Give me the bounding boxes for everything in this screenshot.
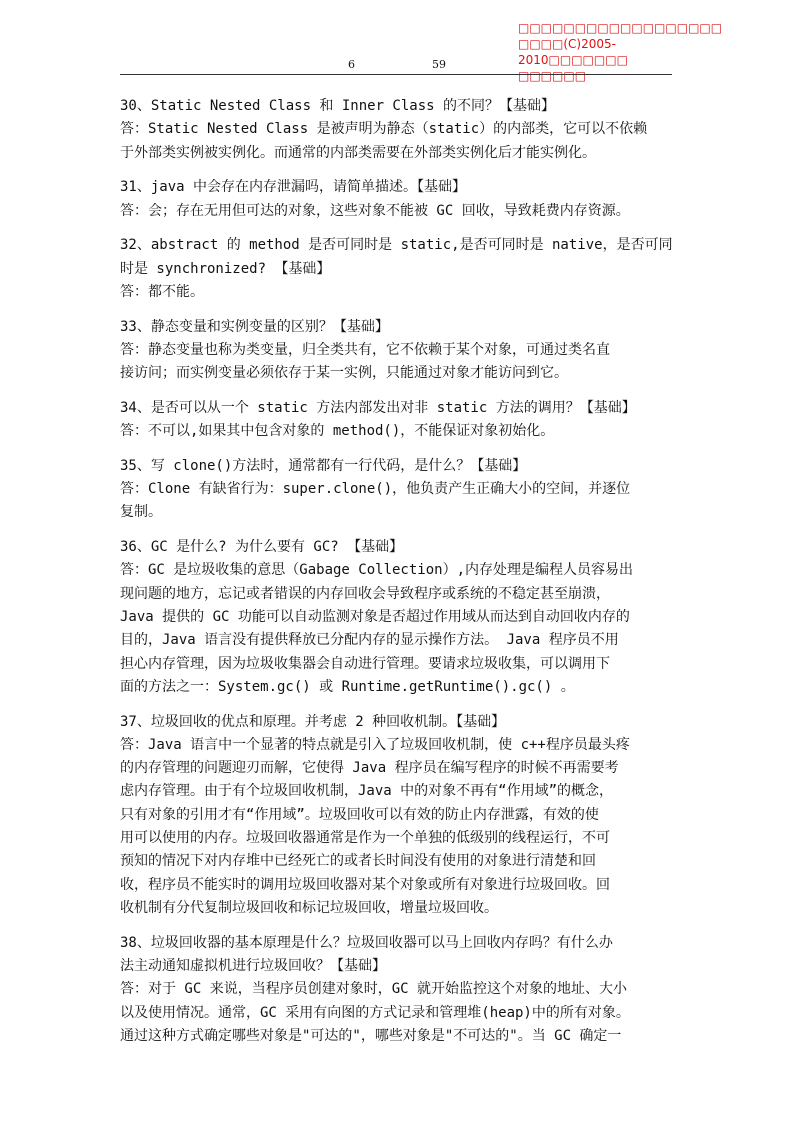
watermark-line: □□□□□□□□□□□□□□□□□□ [518,21,723,35]
qa-item [120,176,680,223]
answer-line: 答：都不能。 [120,283,204,300]
answer-line: 答：静态变量也称为类变量，归全类共有，它不依赖于某个对象，可通过类名直 [120,341,610,358]
watermark-line: □□□□□□ [518,69,587,83]
answer-line: 答：GC 是垃圾收集的意思（Gabage Collection）,内存处理是编程人员容易出 [120,562,634,579]
answer-line: 时是 synchronized? 【基础】 [120,260,331,277]
answer-line: 目的，Java 语言没有提供释放已分配内存的显示操作方法。 Java 程序员不用 [120,632,619,649]
answer-line: 答：不可以,如果其中包含对象的 method()，不能保证对象初始化。 [120,423,555,440]
watermark-line: □□□□(C)2005-2010□□□□□□□ [518,37,628,67]
answer-line: 以及使用情况。通常，GC 采用有向图的方式记录和管理堆(heap)中的所有对象。 [120,1004,630,1021]
question-line: 30、Static Nested Class 和 Inner Class 的不同？【基础】 [120,98,556,114]
answer-line: 答：Java 语言中一个显著的特点就是引入了垃圾回收机制，使 c++程序员最头疼 [120,736,630,753]
answer-line: 现问题的地方，忘记或者错误的内存回收会导致程序或系统的不稳定甚至崩溃， [120,585,610,602]
qa-item [120,316,680,386]
answer-line: 于外部类实例被实例化。而通常的内部类需要在外部类实例化后才能实例化。 [120,144,596,161]
answer-line: 答：对于 GC 来说，当程序员创建对象时，GC 就开始监控这个对象的地址、大小 [120,981,627,998]
qa-item [120,397,680,444]
answer-line: Java 提供的 GC 功能可以自动监测对象是否超过作用域从而达到自动回收内存的 [120,608,630,625]
answer-line: 法主动通知虚拟机进行垃圾回收？【基础】 [120,957,386,974]
qa-item [120,711,680,921]
answer-line: 接访问；而实例变量必须依存于某一实例，只能通过对象才能访问到它。 [120,365,568,382]
question-line: 37、垃圾回收的优点和原理。并考虑 2 种回收机制。【基础】 [120,713,506,730]
qa-item [120,234,680,304]
question-line: 33、静态变量和实例变量的区别？【基础】 [120,318,389,335]
answer-line: 复制。 [120,504,162,521]
question-line: 34、是否可以从一个 static 方法内部发出对非 static 方法的调用？【基础】 [120,399,636,416]
question-line: 32、abstract 的 method 是否可同时是 static,是否可同时是 native，是否可同 [120,237,673,254]
page-number: 6 [348,58,355,71]
answer-line: 预知的情况下对内存堆中已经死亡的或者长时间没有使用的对象进行清楚和回 [120,853,596,870]
qa-item [120,932,680,1048]
answer-line: 收，程序员不能实时的调用垃圾回收器对某个对象或所有对象进行垃圾回收。回 [120,876,610,893]
answer-line: 的内存管理的问题迎刃而解，它使得 Java 程序员在编写程序的时候不再需要考 [120,760,619,777]
page-total: 59 [432,58,446,71]
qa-item [120,536,680,699]
document-body [120,95,680,1060]
qa-item [120,455,680,525]
question-line: 38、垃圾回收器的基本原理是什么？垃圾回收器可以马上回收内存吗？有什么办 [120,934,613,951]
answer-line: 面的方法之一：System.gc() 或 Runtime.getRuntime().gc() 。 [120,678,575,695]
answer-line: 收机制有分代复制垃圾回收和标记垃圾回收，增量垃圾回收。 [120,899,498,916]
answer-line: 通过这种方式确定哪些对象是"可达的"，哪些对象是"不可达的"。当 GC 确定一 [120,1027,622,1044]
page-header [120,56,672,75]
answer-line: 虑内存管理。由于有个垃圾回收机制，Java 中的对象不再有“作用域”的概念， [120,783,613,800]
question-line: 35、写 clone()方法时，通常都有一行代码，是什么？【基础】 [120,457,527,474]
question-line: 36、GC 是什么? 为什么要有 GC? 【基础】 [120,539,404,556]
answer-line: 答：Static Nested Class 是被声明为静态（static）的内部类，它可以不依赖 [120,121,648,138]
answer-line: 担心内存管理，因为垃圾收集器会自动进行管理。要请求垃圾收集，可以调用下 [120,655,610,672]
answer-line: 答：会；存在无用但可达的对象，这些对象不能被 GC 回收，导致耗费内存资源。 [120,202,630,219]
answer-line: 用可以使用的内存。垃圾回收器通常是作为一个单独的低级别的线程运行，不可 [120,830,610,847]
qa-item [120,95,680,165]
answer-line: 只有对象的引用才有“作用域”。垃圾回收可以有效的防止内存泄露，有效的使 [120,806,599,823]
answer-line: 答：Clone 有缺省行为：super.clone()，他负责产生正确大小的空间，并逐位 [120,481,631,498]
question-line: 31、java 中会存在内存泄漏吗，请简单描述。【基础】 [120,179,466,196]
